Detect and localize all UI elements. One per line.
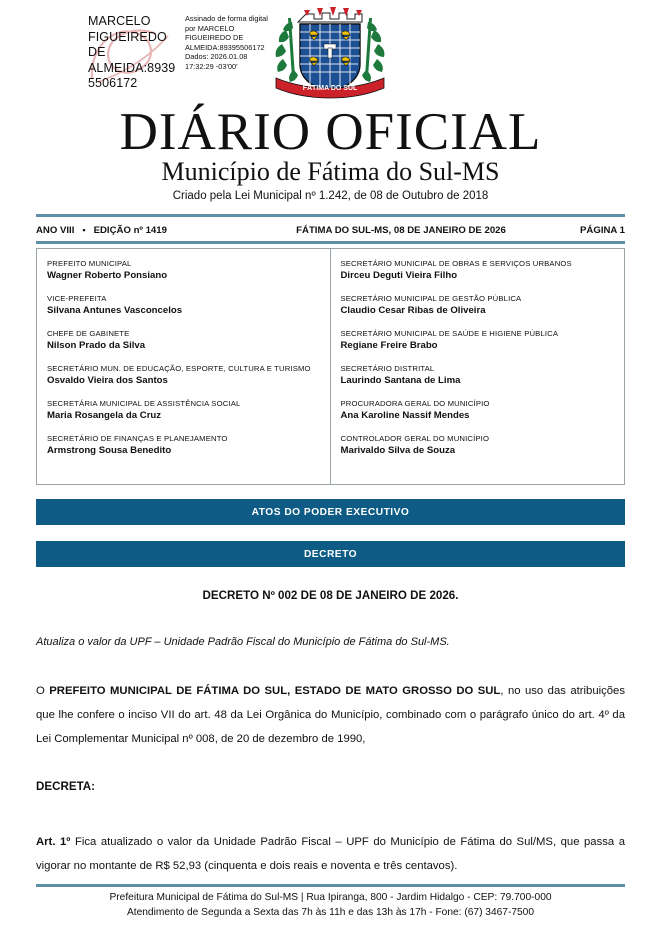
official-name: Maria Rosangela da Cruz [47,410,162,421]
creation-law-line: Criado pela Lei Municipal nº 1.242, de 08 de Outubro de 2018 [172,190,489,202]
article-1-label: Art. 1º [36,836,71,848]
edition-separator-icon: ▪ [82,224,86,235]
official-role: CONTROLADOR GERAL DO MUNICÍPIO [340,434,490,443]
decreta-label: DECRETA: [36,780,96,793]
official-role: PROCURADORA GERAL DO MUNICÍPIO [340,399,490,408]
official-role: SECRETÁRIO MUNICIPAL DE GESTÃO PÚBLICA [340,294,522,303]
official-role: SECRETÁRIO MUNICIPAL DE SAÚDE E HIGIENE PÚBLICA [340,329,559,338]
page-number: PÁGINA 1 [580,224,625,236]
official-entry [341,433,615,457]
official-name: Nilson Prado da Silva [47,340,146,351]
masthead [0,0,661,205]
official-name: Silvana Antunes Vasconcelos [47,305,183,316]
article-1-text: Fica atualizado o valor da Unidade Padrão Fiscal – UPF do Município de Fátima do Sul/MS, que passa a vigorar no montante de R$ 52,93 (cinquenta e dois reais e noventa e três centavos). [36,836,625,872]
signature-details-text: Assinado de forma digital por MARCELO FIGUEIREDO DE ALMEIDA:89395506172 Dados: 2026.01.08 17:32:29 -03'00' [184,14,268,71]
decree-ementa: Atualiza o valor da UPF – Unidade Padrão Fiscal do Município de Fátima do Sul-MS. [36,636,450,648]
official-name: Wagner Roberto Ponsiano [47,270,168,281]
official-entry [47,398,320,422]
edition-bar-bottom-rule [36,241,625,244]
official-role: SECRETÁRIO DISTRITAL [340,364,435,373]
decree-article-1 [36,830,625,878]
official-entry [341,293,615,317]
preamble-lead: O [36,685,50,697]
official-entry [47,258,320,282]
page-subtitle: Município de Fátima do Sul-MS [161,157,500,186]
banner-atos-poder-executivo: ATOS DO PODER EXECUTIVO [36,499,625,525]
signature-certificate-name: MARCELO FIGUEIREDO DE ALMEIDA:89395506172 [88,14,176,90]
official-name: Dirceu Deguti Vieira Filho [340,270,458,281]
official-name: Claudio Cesar Ribas de Oliveira [340,305,486,316]
official-role: VICE-PREFEITA [47,294,107,303]
officials-column-left [37,249,331,484]
decree-preamble [36,679,625,751]
banner-decreto: DECRETO [36,541,625,567]
officials-column-right [331,249,625,484]
preamble-rest: , no uso das atribuições que lhe confere o inciso VII do art. 48 da Lei Orgânica do Município, combinado com o parágrafo único do art. 4º da Lei Complementar Municipal nº 008, de 20 de dezembro de 1990, [36,685,625,745]
footer-address: Prefeitura Municipal de Fátima do Sul-MS | Rua Ipiranga, 800 - Jardim Hidalgo - CEP: 79.700-000 [109,892,552,903]
official-name: Ana Karoline Nassif Mendes [340,410,470,421]
official-entry [341,363,615,387]
official-role: SECRETÁRIO MUN. DE EDUCAÇÃO, ESPORTE, CULTURA E TURISMO [47,364,311,373]
edition-bar-top-rule [36,214,625,217]
official-name: Armstrong Sousa Benedito [47,445,172,456]
officials-table [36,248,625,485]
official-entry [47,433,320,457]
official-role: PREFEITO MUNICIPAL [47,259,132,268]
official-entry [341,258,615,282]
page-title: DIÁRIO OFICIAL [119,103,542,161]
official-name: Laurindo Santana de Lima [340,375,461,386]
official-entry [47,328,320,352]
decree-title: DECRETO Nº 002 DE 08 DE JANEIRO DE 2026. [202,589,459,602]
official-role: SECRETÁRIA MUNICIPAL DE ASSISTÊNCIA SOCIAL [47,399,241,408]
official-name: Marivaldo Silva de Souza [340,445,456,456]
preamble-authority: PREFEITO MUNICIPAL DE FÁTIMA DO SUL, ESTADO DE MATO GROSSO DO SUL [49,685,501,697]
edition-bar [36,220,625,240]
official-role: SECRETÁRIO DE FINANÇAS E PLANEJAMENTO [47,434,228,443]
footer [36,890,625,920]
edition-bar-left [36,225,251,236]
official-role: SECRETÁRIO MUNICIPAL DE OBRAS E SERVIÇOS URBANOS [340,259,572,268]
crest-ribbon-text: FÁTIMA DO SUL [302,85,358,92]
edition-year: ANO VIII [36,224,75,236]
digital-signature-block [88,14,268,92]
edition-number: EDIÇÃO nº 1419 [93,224,167,236]
edition-place-date: FÁTIMA DO SUL-MS, 08 DE JANEIRO DE 2026 [296,224,506,236]
official-entry [47,293,320,317]
official-entry [341,398,615,422]
coat-of-arms-icon [272,4,388,100]
official-name: Osvaldo Vieira dos Santos [47,375,168,386]
official-entry [47,363,320,387]
official-role: CHEFE DE GABINETE [47,329,130,338]
footer-rule [36,884,625,887]
official-entry [341,328,615,352]
official-name: Regiane Freire Brabo [340,340,438,351]
footer-hours: Atendimento de Segunda a Sexta das 7h às 11h e das 13h às 17h - Fone: (67) 3467-7500 [126,907,535,918]
